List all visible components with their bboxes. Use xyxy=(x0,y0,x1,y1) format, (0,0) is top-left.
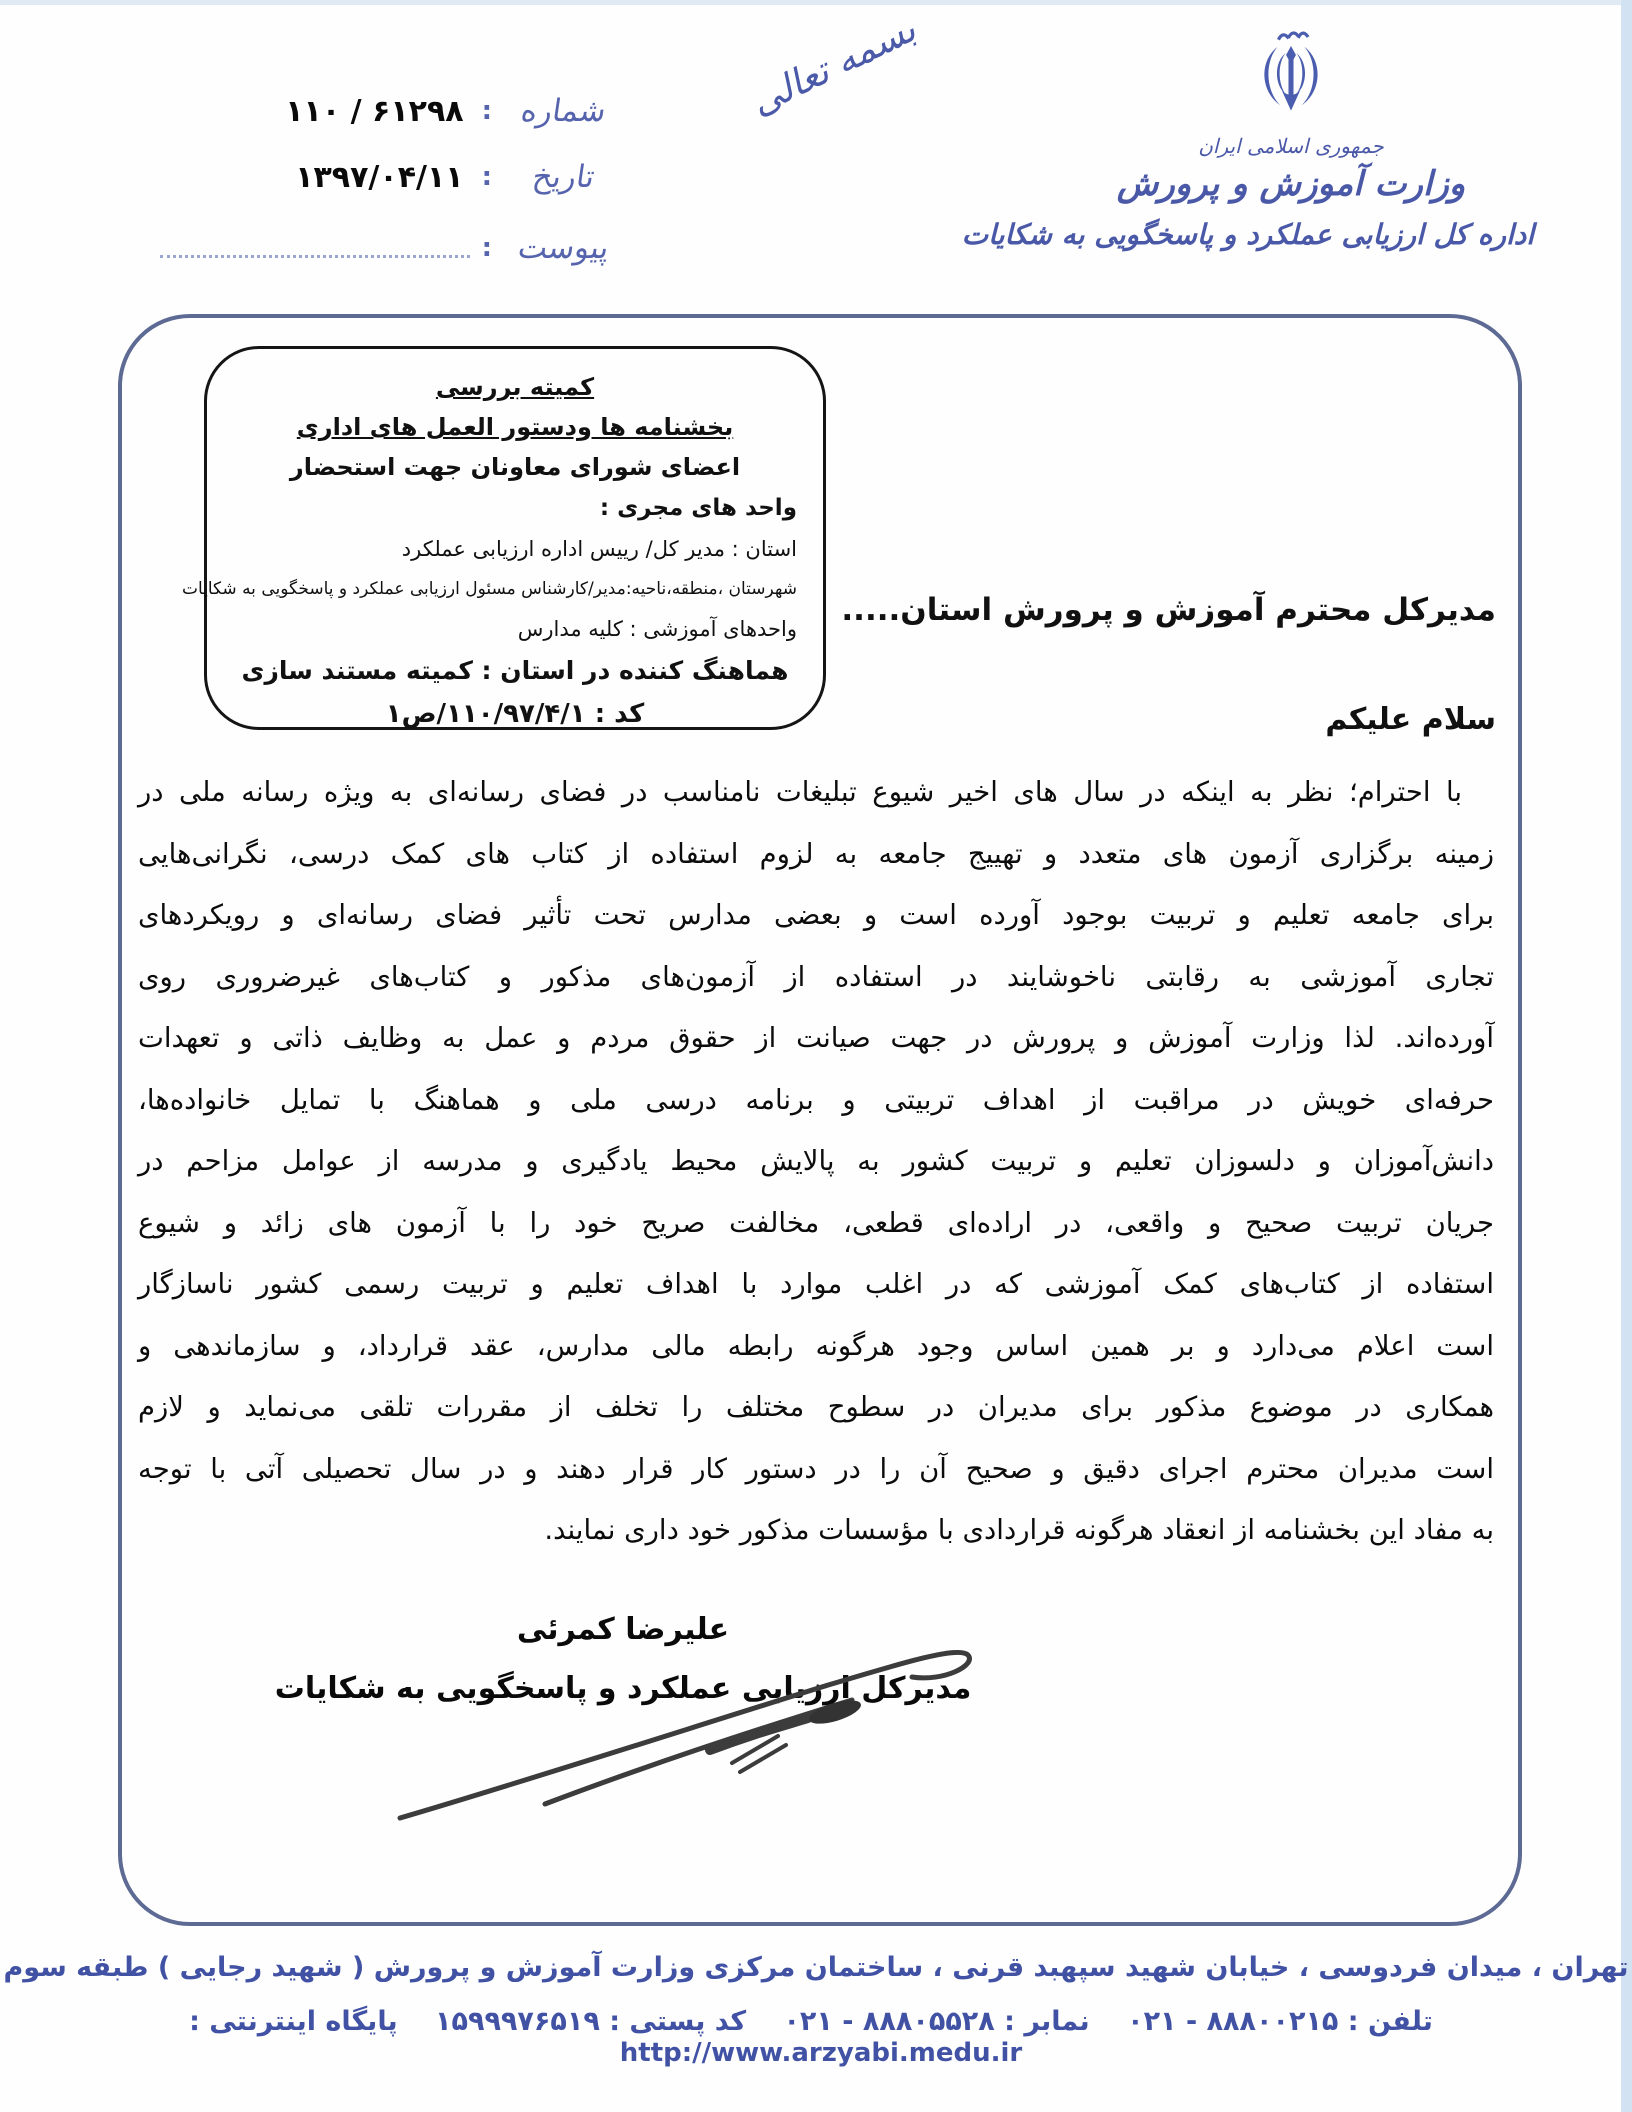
attachment-label: پیوست xyxy=(513,230,609,266)
committee-routing-box xyxy=(181,346,826,730)
office-name: اداره کل ارزیابی عملکرد و پاسخگویی به شکایات xyxy=(961,218,1534,251)
letter-number-value: ۱۱۰ / ۶۱۲۹۸ xyxy=(285,93,464,129)
scan-edge-right xyxy=(1621,0,1632,2112)
attachment-dotted-line xyxy=(160,239,470,258)
addressee-line: مدیرکل محترم آموزش و پرورش استان..... xyxy=(841,592,1496,628)
attachment-row xyxy=(150,226,620,270)
letterhead-right xyxy=(961,28,1534,251)
date-label: تاریخ xyxy=(528,159,594,195)
body-line: برای جامعه تعلیم و تربیت بوجود آورده است و بعضی مدارس تحت تأثیر فضای رسانه‌ای و رویکردهای xyxy=(138,899,1494,931)
date-colon: : xyxy=(481,162,492,192)
body-line: همکاری در موضوع مذکور برای مدیران در سطوح مختلف را تخلف از مقررات تلقی می‌نماید و لازم xyxy=(138,1391,1494,1423)
handwritten-signature xyxy=(380,1628,1020,1838)
unit-schools: واحدهای آموزشی : کلیه مدارس xyxy=(517,617,797,641)
letter-number-row xyxy=(150,78,620,144)
circular-code: کد : ۱۱۰/۹۷/۴/۱/ص۱ xyxy=(385,699,645,729)
coordinator-line: هماهنگ کننده در استان : کمیته مستند سازی xyxy=(241,656,789,685)
iran-emblem-icon xyxy=(1243,28,1339,134)
country-name: جمهوری اسلامی ایران xyxy=(1198,134,1384,158)
body-line: آورده‌اند. لذا وزارت آموزش و پرورش در جهت صیانت از حقوق مردم و عمل به وظایف ذاتی و تعهدات xyxy=(138,1022,1494,1054)
footer-fax: نمابر : ۸۸۸۰۵۵۲۸ - ۰۲۱ xyxy=(783,2006,1090,2037)
footer-website-url: http://www.arzyabi.medu.ir xyxy=(619,2038,1023,2068)
executing-units-title: واحد های مجری : xyxy=(599,495,797,521)
signatory-name: علیرضا کمرئی xyxy=(516,1612,730,1647)
body-line: زمینه برگزاری آزمون های متعدد و تهییج جامعه به لزوم استفاده از کتاب های کمک درسی، نگرانی‌هایی xyxy=(138,837,1494,870)
circulars-title: بخشنامه ها ودستور العمل های اداری xyxy=(296,413,734,441)
number-colon: : xyxy=(481,96,492,126)
scan-edge-top xyxy=(0,0,1632,5)
body-line: به مفاد این بخشنامه از انعقاد هرگونه قراردادی با مؤسسات مذکور خود داری نمایند. xyxy=(544,1514,1494,1546)
unit-province: استان : مدیر کل/ رییس اداره ارزیابی عملکرد xyxy=(401,537,797,561)
signatory-title: مدیرکل ارزیابی عملکرد و پاسخگویی به شکایات xyxy=(274,1671,972,1706)
salutation-line: سلام علیکم xyxy=(1325,702,1496,737)
letter-date-value: ۱۳۹۷/۰۴/۱۱ xyxy=(295,159,464,195)
letter-date-row xyxy=(150,144,620,210)
ministry-name: وزارت آموزش و پرورش xyxy=(1116,164,1466,204)
body-line: دانش‌آموزان و دلسوزان تعلیم و تربیت کشور به پالایش محیط یادگیری و مدرسه از عوامل مزاحم در xyxy=(138,1145,1494,1177)
letter-meta xyxy=(150,78,620,270)
body-line: تجاری آموزشی به رقابتی ناخوشایند در استفاده از آزمون‌های مذکور و کتاب‌های غیرضروری روی xyxy=(138,960,1494,993)
footer-website-label: پایگاه اینترنتی : xyxy=(189,2006,398,2037)
footer-phone: تلفن : ۸۸۸۰۰۲۱۵ - ۰۲۱ xyxy=(1127,2006,1433,2037)
committee-title: کمیته بررسی xyxy=(435,373,595,401)
number-label: شماره xyxy=(516,93,606,129)
body-line: استفاده از کتاب‌های کمک آموزشی که در اغلب موارد با اهداف تعلیم و تربیت رسمی کشور ناسازگار xyxy=(138,1268,1494,1300)
letter-body xyxy=(138,762,1494,1562)
council-members-line: اعضای شورای معاونان جهت استحضار xyxy=(289,453,741,481)
body-line: است مدیران محترم اجرای دقیق و صحیح آن را در دستور کار قرار دهند و در سال تحصیلی آتی با توجه xyxy=(138,1452,1494,1485)
footer-postal-code: کد پستی : ۱۵۹۹۹۷۶۵۱۹ xyxy=(435,2006,747,2037)
body-line: با احترام؛ نظر به اینکه در سال های اخیر شیوع تبلیغات نامناسب در فضای رسانه‌ای به ویژه رسانه ملی در xyxy=(138,776,1462,808)
footer-address: تهران ، میدان فردوسی ، خیابان شهید سپهبد قرنی ، ساختمان مرکزی وزارت آموزش و پرورش ( شهید رجایی ) طبقه سوم xyxy=(3,1952,1629,1983)
bismillah-calligraphy: بسمه تعالی xyxy=(743,7,923,124)
body-line: جریان تربیت صحیح و واقعی، در اراده‌ای قطعی، مخالفت صریح خود را با آزمون های زائد و شیوع xyxy=(138,1206,1494,1239)
body-line: است اعلام می‌دارد و بر همین اساس وجود هرگونه رابطه مالی مدارس، عقد قرارداد، و سازماندهی و xyxy=(138,1329,1494,1362)
footer-contacts xyxy=(0,2006,1632,2068)
attachment-colon: : xyxy=(481,233,492,263)
body-line: حرفه‌ای خویش در مراقبت از اهداف تربیتی و برنامه درسی ملی و هماهنگ با تمایل خانواده‌ها، xyxy=(138,1083,1494,1116)
unit-district: شهرستان ،منطقه،ناحیه:مدیر/کارشناس مسئول ارزیابی عملکرد و پاسخگویی به شکایات xyxy=(181,579,797,599)
